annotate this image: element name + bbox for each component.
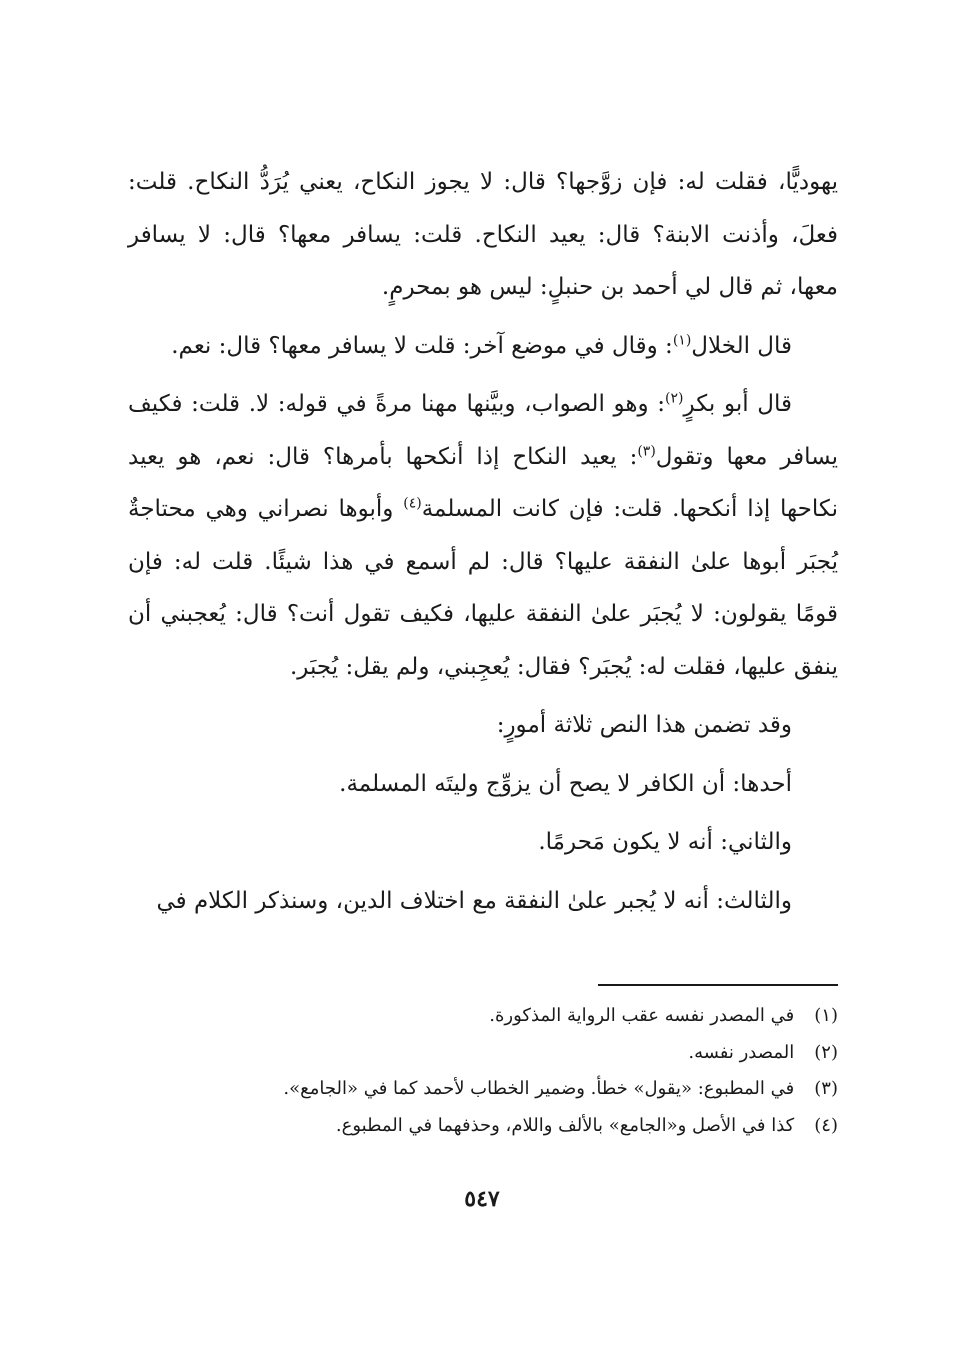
paragraph-text: والثاني: أنه لا يكون مَحرمًا. <box>538 829 792 855</box>
paragraph-text: يهوديًّا، فقلت له: فإن زوَّجها؟ قال: لا يجوز النكاح، يعني يُرَدُّ النكاح. قلت: فعلَ، وأذنت الابنة؟ قال: يعيد النكاح. قلت: يسافر معها؟ قال: لا يسافر معها، ثم قال لي أحمد بن حنبلٍ: ليس هو بمحرمٍ. <box>128 169 838 300</box>
paragraph-text: قال الخلال <box>691 332 792 359</box>
paragraph-three-matters <box>128 699 838 752</box>
footnote-text: في المصدر نفسه عقب الرواية المذكورة. <box>489 1005 795 1026</box>
main-text <box>128 156 838 927</box>
paragraph-abu-bakr <box>128 378 838 693</box>
footnote-number: (٤) <box>814 1114 838 1136</box>
paragraph-text: : وقال في موضع آخر: قلت لا يسافر معها؟ قال: نعم. <box>171 332 673 359</box>
paragraph-khallal <box>128 320 838 373</box>
footnote-ref-3[interactable]: (٣) <box>637 442 656 459</box>
footnote-number: (١) <box>814 1005 838 1026</box>
paragraph-text: أحدها: أن الكافر لا يصح أن يزوِّج وليتَه المسلمة. <box>339 770 792 797</box>
footnote-text: كذا في الأصل و«الجامع» بالألف واللام، وحذفهما في المطبوع. <box>335 1114 795 1136</box>
footnote-divider <box>598 984 838 986</box>
footnote-ref-4[interactable]: (٤) <box>403 495 422 512</box>
paragraph-first-matter <box>128 758 838 811</box>
paragraph-text: : يعيد النكاح إذا أنكحها بأمرها؟ قال: نعم، هو يعيد نكاحها إذا أنكحها. قلت: فإن كانت المسلمة <box>128 443 838 522</box>
paragraph-text: والثالث: أنه لا يُجبر علىٰ النفقة مع اختلاف الدين، وسنذكر الكلام في <box>156 887 792 914</box>
footnote-number: (٣) <box>814 1078 838 1099</box>
paragraph-continuation <box>128 156 838 314</box>
footnote-text: المصدر نفسه. <box>688 1041 795 1063</box>
footnote-item <box>128 1071 838 1108</box>
paragraph-second-matter <box>128 816 838 869</box>
paragraph-text: وقد تضمن هذا النص ثلاثة أمورٍ: <box>496 712 792 738</box>
footnotes <box>128 998 838 1144</box>
footnote-item <box>128 998 838 1035</box>
footnote-item <box>128 1108 838 1145</box>
paragraph-third-matter <box>128 875 838 928</box>
footnote-item <box>128 1035 838 1072</box>
footnote-text: في المطبوع: «يقول» خطأ. وضمير الخطاب لأحمد كما في «الجامع». <box>283 1078 795 1099</box>
footnote-ref-1[interactable]: (١) <box>672 331 692 348</box>
paragraph-text: قال أبو بكرٍ <box>683 391 792 417</box>
footnote-ref-2[interactable]: (٢) <box>665 390 684 407</box>
paragraph-text: : وهو الصواب، وبيَّنها مهنا مرةً في قوله: لا. قلت: فكيف يسافر معها وتقول <box>128 391 838 470</box>
page-number: ٥٤٧ <box>464 1186 500 1212</box>
paragraph-text: وأبوها نصراني وهي محتاجةٌ يُجبَر أبوها علىٰ النفقة عليها؟ قال: لم أسمع في هذا شيئًا. قلت له: فإن قومًا يقولون: لا يُجبَر علىٰ النفقة عليها، فكيف تقول أنت؟ قال: يُعجبني أن ينفق عليها، فقلت له: يُجبَر؟ فقال: يُعجِبني، ولم يقل: يُجبَر. <box>128 496 838 680</box>
footnote-number: (٢) <box>814 1041 838 1063</box>
